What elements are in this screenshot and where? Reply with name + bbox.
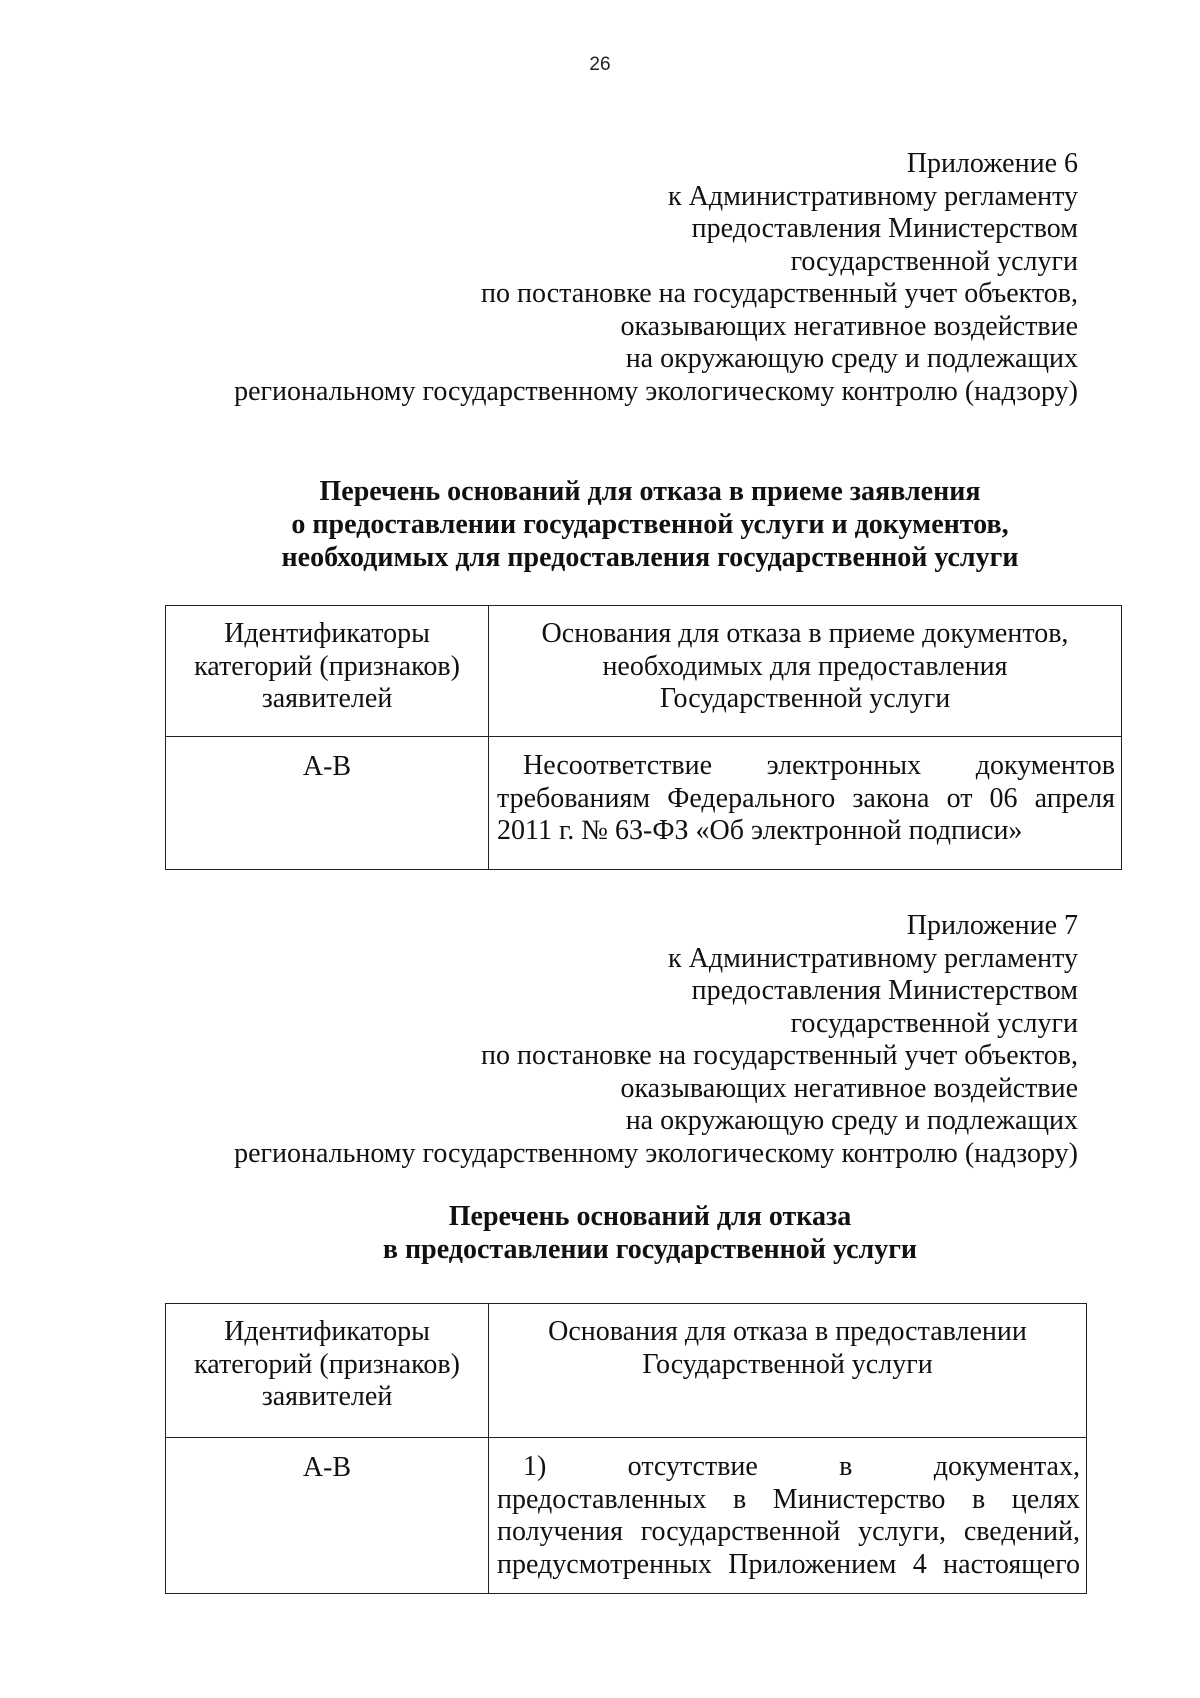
header-cell-line: Идентификаторы — [224, 618, 430, 649]
annex-6-header — [234, 148, 1078, 408]
annex-6-header-line: по постановке на государственный учет объектов, — [481, 278, 1078, 309]
table-header-row — [166, 606, 1122, 737]
annex-7-title-line: Перечень оснований для отказа — [448, 1201, 852, 1232]
refusal-grounds-cell — [489, 1438, 1087, 1594]
cell-text-line: требованиям Федерального закона от 06 апреля — [497, 782, 1115, 814]
annex-6-title-line: Перечень оснований для отказа в приеме заявления — [319, 476, 981, 507]
cell-text-line: 2011 г. № 63-ФЗ «Об электронной подписи» — [497, 815, 1023, 846]
cell-text-line: предоставленных в Министерство в целях — [497, 1483, 1080, 1515]
annex-7-header — [234, 910, 1078, 1170]
cell-text-line: Несоответствие электронных документов — [523, 750, 1115, 781]
annex-6-title-line: о предоставлении государственной услуги и документов, — [291, 509, 1009, 540]
annex-6-header-line: к Административному регламенту — [668, 180, 1078, 212]
header-cell-applicant-ids — [166, 606, 489, 737]
table-header-row — [166, 1304, 1087, 1438]
annex-7-header-line: на окружающую среду и подлежащих — [625, 1105, 1078, 1136]
applicant-id-cell: А-В — [166, 737, 489, 870]
cell-text-line: получения государственной услуги, сведений, — [497, 1516, 1080, 1547]
annex-7-header-line: к Административному регламенту — [668, 942, 1078, 974]
header-cell-line: Государственной услуги — [659, 683, 951, 714]
annex-7-title-line: в предоставлении государственной услуги — [382, 1234, 918, 1265]
header-cell-line: заявителей — [261, 1381, 393, 1412]
annex-6-title — [0, 475, 1200, 574]
header-cell-line: категорий (признаков) — [194, 1348, 460, 1380]
header-cell-line: Основания для отказа в приеме документов, — [541, 618, 1069, 649]
header-cell-line: категорий (признаков) — [194, 650, 460, 682]
page-number: 26 — [589, 54, 611, 75]
header-cell-refusal-grounds — [489, 606, 1122, 737]
annex-7-header-line: оказывающих негативное воздействие — [620, 1072, 1078, 1104]
header-cell-line: заявителей — [261, 683, 393, 714]
header-cell-applicant-ids — [166, 1304, 489, 1438]
cell-text-line: предусмотренных Приложением 4 настоящего — [497, 1548, 1080, 1580]
annex-7-header-line: предоставления Министерством — [691, 975, 1078, 1006]
header-cell-refusal-grounds — [489, 1304, 1087, 1438]
annex-6-header-line: предоставления Министерством — [691, 213, 1078, 244]
annex-7-header-line: региональному государственному экологическому контролю (надзору) — [234, 1137, 1078, 1169]
header-cell-line: Государственной услуги — [642, 1348, 933, 1380]
annex-6-header-line: Приложение 6 — [906, 148, 1078, 179]
header-cell-line: Основания для отказа в предоставлении — [548, 1316, 1027, 1347]
header-cell-line: необходимых для предоставления — [602, 650, 1008, 682]
annex-6-header-line: на окружающую среду и подлежащих — [625, 343, 1078, 374]
annex-7-header-line: Приложение 7 — [906, 910, 1078, 941]
applicant-id-cell: А-В — [166, 1438, 489, 1594]
table-row — [166, 1438, 1087, 1594]
refusal-grounds-cell — [489, 737, 1122, 870]
cell-text-line: 1) отсутствие в документах, — [523, 1451, 1080, 1482]
annex-6-title-line: необходимых для предоставления государственной услуги — [281, 542, 1019, 573]
annex-7-header-line: государственной услуги — [790, 1007, 1078, 1039]
annex-6-header-line: оказывающих негативное воздействие — [620, 310, 1078, 342]
annex-6-header-line: региональному государственному экологическому контролю (надзору) — [234, 375, 1078, 407]
annex-7-table — [165, 1303, 1087, 1594]
header-cell-line: Идентификаторы — [224, 1316, 430, 1347]
table-row — [166, 737, 1122, 870]
annex-7-title — [0, 1200, 1200, 1266]
annex-6-table — [165, 605, 1122, 870]
annex-6-header-line: государственной услуги — [790, 245, 1078, 277]
annex-7-header-line: по постановке на государственный учет объектов, — [481, 1040, 1078, 1071]
